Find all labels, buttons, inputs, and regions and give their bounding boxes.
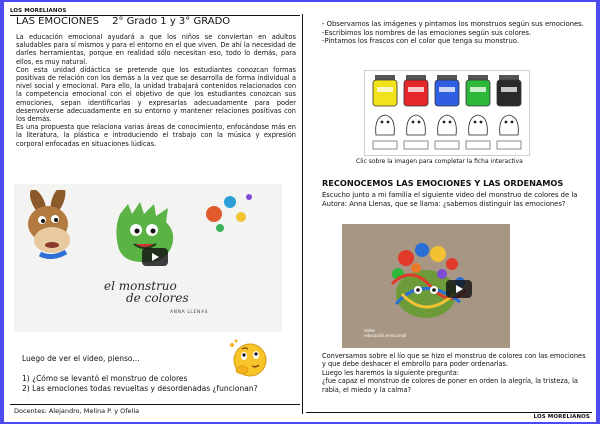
bottom-rule-left bbox=[10, 404, 300, 405]
jar-black bbox=[497, 75, 521, 106]
reflection-questions bbox=[22, 374, 258, 394]
conversation-2: Luego les haremos la siguiente pregunta: bbox=[322, 368, 459, 377]
label-box-blue[interactable] bbox=[435, 141, 459, 149]
video-logo-line2: de colores bbox=[126, 291, 189, 305]
monster-outline-blue bbox=[438, 115, 457, 135]
video-logo-line1: el monstruo bbox=[104, 279, 177, 293]
worksheet-page bbox=[4, 2, 596, 422]
right-column bbox=[322, 20, 584, 46]
left-column bbox=[16, 16, 296, 148]
monster-outline-black bbox=[500, 115, 519, 135]
intro-paragraph-1: La educación emocional ayudará a que los niños se conviertan en adultos saludables para sí mismos y para el entorno en el que viven. De ahí la necesidad de darles herramientas, porque en realidad sólo necesitan eso, todo lo demás, para ellos, es muy natural. bbox=[16, 33, 296, 66]
after-video-prompt: Luego de ver el video, pienso... bbox=[22, 354, 140, 363]
section-heading: RECONOCEMOS LAS EMOCIONES Y LAS ORDENAMOS bbox=[322, 178, 564, 188]
video-monstruo-lio[interactable] bbox=[342, 224, 510, 348]
jar-green bbox=[466, 75, 490, 106]
video-tag-line1: redes bbox=[364, 328, 376, 333]
listen-instructions: Escucho junto a mi familia el siguiente video del monstruo de colores de la Autora: Anna Llenas, que se llama: ¿sabemos distinguir las emociones? bbox=[322, 191, 578, 208]
label-box-red[interactable] bbox=[404, 141, 428, 149]
intro-paragraph-3: Es una propuesta que relaciona varias áreas de conocimiento, enfocándose más en la literatura, la plástica e introduciendo el trabajo con la música y expresión corporal enfocadas en situaciones lúdicas. bbox=[16, 123, 296, 148]
jar-red bbox=[404, 75, 428, 106]
title-text: LAS EMOCIONES bbox=[16, 16, 99, 27]
step-3: -Pintamos los frascos con el color que tenga su monstruo. bbox=[322, 37, 520, 46]
brand-top: LOS MORELIANOS bbox=[10, 8, 67, 14]
conversation-3: ¿fue capaz el monstruo de colores de poner en orden la alegría, la tristeza, la rabia, el miedo y la calma? bbox=[322, 377, 578, 394]
question-2: 2) Las emociones todas revueltas y desordenadas ¿funcionan? bbox=[22, 384, 258, 393]
jars-illustration bbox=[365, 71, 531, 157]
activity-steps bbox=[322, 20, 584, 46]
bottom-rule-right bbox=[306, 412, 592, 413]
worksheet-caption[interactable]: Clic sobre la imagen para completar la ficha interactiva bbox=[356, 158, 523, 165]
brand-bottom: LOS MORELIANOS bbox=[533, 414, 590, 420]
jar-yellow bbox=[373, 75, 397, 106]
conversation-block bbox=[322, 352, 588, 394]
step-2: -Escribimos los nombres de las emociones según sus colores. bbox=[322, 28, 532, 37]
video-logo-author: ANNA LLENAS bbox=[170, 310, 209, 315]
conversation-1: Conversamos sobre el lío que se hizo el monstruo de colores con las emociones y que debe deshacer el embrollo para poder ordenarlas. bbox=[322, 352, 586, 369]
question-1: 1) ¿Cómo se levantó el monstruo de colores bbox=[22, 374, 188, 383]
interactive-worksheet-image[interactable] bbox=[364, 70, 530, 156]
page-title bbox=[16, 16, 296, 27]
jar-blue bbox=[435, 75, 459, 106]
donkey-icon bbox=[22, 190, 84, 260]
video-tag-line2: educación emocional bbox=[364, 333, 407, 338]
play-button-right[interactable] bbox=[446, 280, 472, 298]
label-box-yellow[interactable] bbox=[373, 141, 397, 149]
column-divider bbox=[302, 14, 303, 414]
monster-outline-red bbox=[407, 115, 426, 135]
step-1: - Observamos las imágenes y pintamos los monstruos según sus emociones. bbox=[322, 20, 584, 28]
video-monstruo-colores[interactable] bbox=[14, 184, 282, 332]
intro-paragraph-2: Con esta unidad didáctica se pretende que los estudiantes conozcan formas positivas de relación con los demás a la vez que se desarrolla de forma individual a nivel social y emocional. Para ello, la unidad trabajará contenidos relacionados con la competencia emocional con el objetivo de que los estudiantes conozcan sus emociones, sepan identificarlas y expresarlas adecuadamente para poder desenvolverse adecuadamente en su entorno y mantener relaciones positivas con los demás. bbox=[16, 65, 296, 124]
label-box-green[interactable] bbox=[466, 141, 490, 149]
monster-outline-green bbox=[469, 115, 488, 135]
play-button-left[interactable] bbox=[142, 248, 168, 266]
video-logo bbox=[104, 280, 189, 304]
video-channel-tag bbox=[364, 328, 406, 338]
label-box-black[interactable] bbox=[497, 141, 521, 149]
teachers-footer: Docentes: Alejandro, Melina P. y Ofelia bbox=[14, 407, 140, 415]
monster-outline-yellow bbox=[376, 115, 395, 135]
grade-text: 2° Grado 1 y 3° GRADO bbox=[112, 16, 231, 27]
